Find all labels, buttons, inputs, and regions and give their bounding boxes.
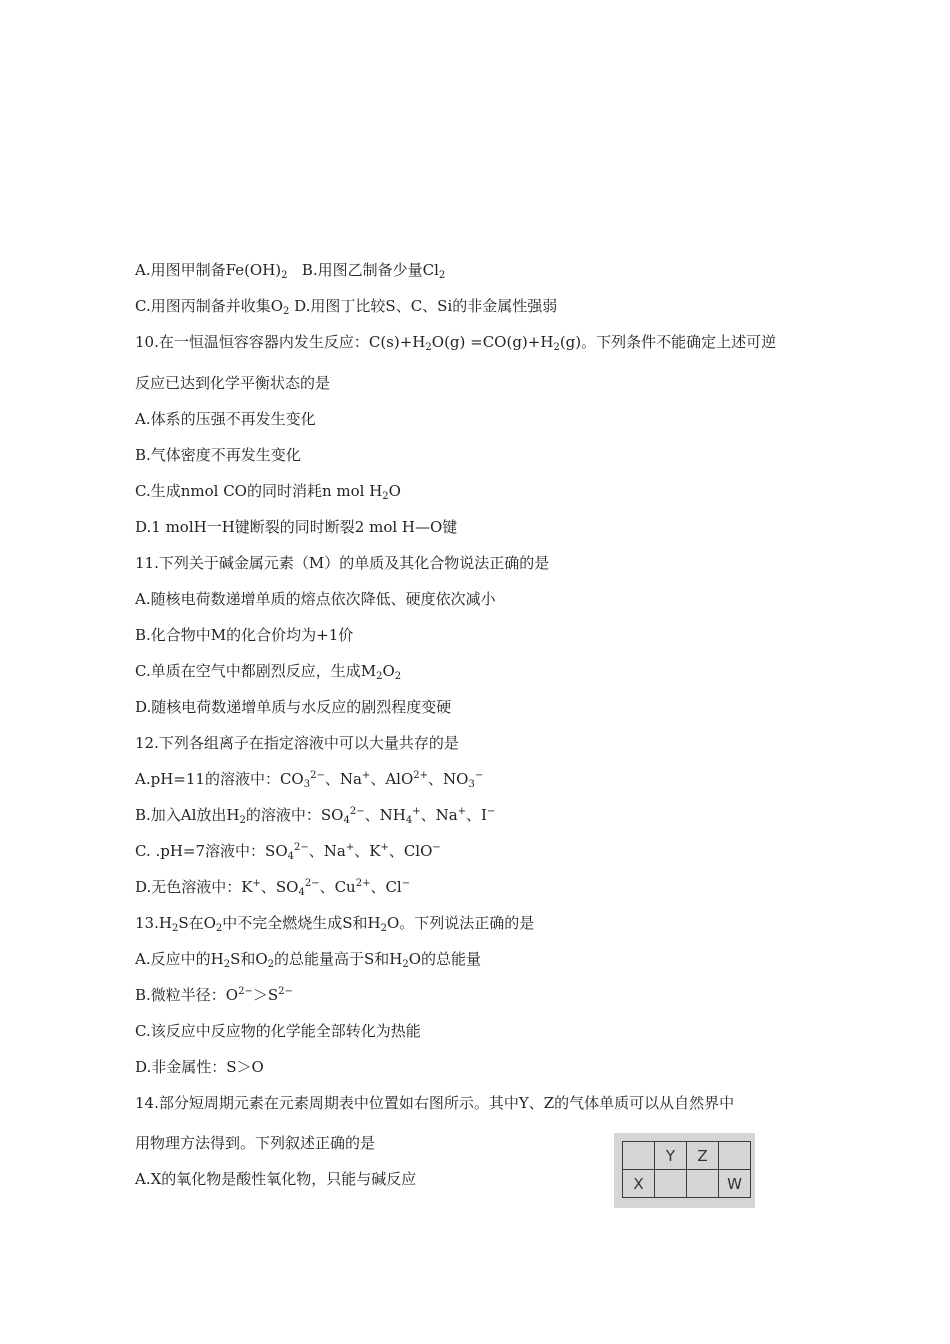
q12-option-b: B.加入Al放出$H_2$的溶液中：$SO_4^{2-}$、$NH_4^+$、Na+、I− — [135, 806, 496, 826]
q11-stem: 11.下列关于碱金属元素（M）的单质及其化合物说法正确的是 — [135, 554, 550, 572]
q11-option-d: D.随核电荷数递增单质与水反应的剧烈程度变硬 — [135, 698, 452, 716]
q13-option-d: D.非金属性：S＞O — [135, 1058, 264, 1076]
q13-option-c: C.该反应中反应物的化学能全部转化为热能 — [135, 1022, 421, 1040]
q11-option-c: C.单质在空气中都剧烈反应，生成$M_2O_2$ — [135, 662, 402, 682]
grid-cell-y: Y — [655, 1142, 687, 1170]
q12-option-a: A.pH=11的溶液中：$CO_3^{2-}$、Na+、AlO$^{2+}$、$NO_3^-$ — [135, 770, 484, 790]
grid-cell-z: Z — [687, 1142, 719, 1170]
q10-stem-cont: 反应已达到化学平衡状态的是 — [135, 374, 331, 392]
q14-option-a: A.X的氧化物是酸性氧化物，只能与碱反应 — [135, 1170, 417, 1188]
q14-stem-cont: 用物理方法得到。下列叙述正确的是 — [135, 1134, 376, 1152]
q12-option-c: C. .pH=7溶液中：$SO_4^{2-}$、Na+、K+、ClO− — [135, 842, 441, 862]
q11-option-b: B.化合物中M的化合价均为+1价 — [135, 626, 354, 644]
q13-option-b: B.微粒半径：$O^{2-}>S^{2-}$ — [135, 986, 293, 1004]
grid-cell — [687, 1170, 719, 1198]
q9-option-c: C.用图丙制备并收集O — [135, 297, 284, 315]
q10-option-b: B.气体密度不再发生变化 — [135, 446, 301, 464]
grid-cell-w: W — [719, 1170, 751, 1198]
q12-stem: 12.下列各组离子在指定溶液中可以大量共存的是 — [135, 734, 459, 752]
periodic-table-figure — [614, 1133, 755, 1208]
q13-stem: $13.H_2S$在$O_2$中不完全燃烧生成S和$H_2O$。下列说法正确的是 — [135, 914, 535, 934]
grid-cell — [719, 1142, 751, 1170]
grid-cell — [655, 1170, 687, 1198]
q13-option-a: A.反应中的$H_2S$和$O_2$的总能量高于S和$H_2O$的总能量 — [135, 950, 482, 970]
grid-cell — [623, 1142, 655, 1170]
q12-option-d: D.无色溶液中：K+、$SO_4^{2-}$、$Cu^{2+}$、Cl− — [135, 878, 411, 898]
q9-option-a: A.用图甲制备Fe(OH) — [135, 261, 282, 279]
q10-option-c: C.生成nmol CO的同时消耗n mol $H_2O$ — [135, 482, 401, 502]
periodic-table-grid — [622, 1141, 751, 1198]
q9-options-ab: A.用图甲制备$Fe(OH)_2$ B.用图乙制备少量$Cl_2$ — [135, 261, 446, 281]
grid-cell-x: X — [623, 1170, 655, 1198]
grid-row-1 — [623, 1142, 751, 1170]
q11-option-a: A.随核电荷数递增单质的熔点依次降低、硬度依次减小 — [135, 590, 496, 608]
q9-option-b: B.用图乙制备少量Cl — [301, 261, 439, 279]
q10-option-a: A.体系的压强不再发生变化 — [135, 410, 316, 428]
q10-option-d: D.1 molH一H键断裂的同时断裂2 mol H—O键 — [135, 518, 458, 536]
grid-row-2 — [623, 1170, 751, 1198]
q14-stem: 14.部分短周期元素在元素周期表中位置如右图所示。其中Y、Z的气体单质可以从自然界中 — [135, 1094, 735, 1112]
q9-option-d: D.用图丁比较S、C、Si的非金属性强弱 — [294, 297, 558, 315]
q9-options-cd: C.用图丙制备并收集$O_2$ D.用图丁比较S、C、Si的非金属性强弱 — [135, 297, 558, 317]
q10-stem: 10.在一恒温恒容容器内发生反应：$C(s)+H_2O(g) =CO(g)+H_2(g)$。下列条件不能确定上述可逆 — [135, 333, 777, 353]
